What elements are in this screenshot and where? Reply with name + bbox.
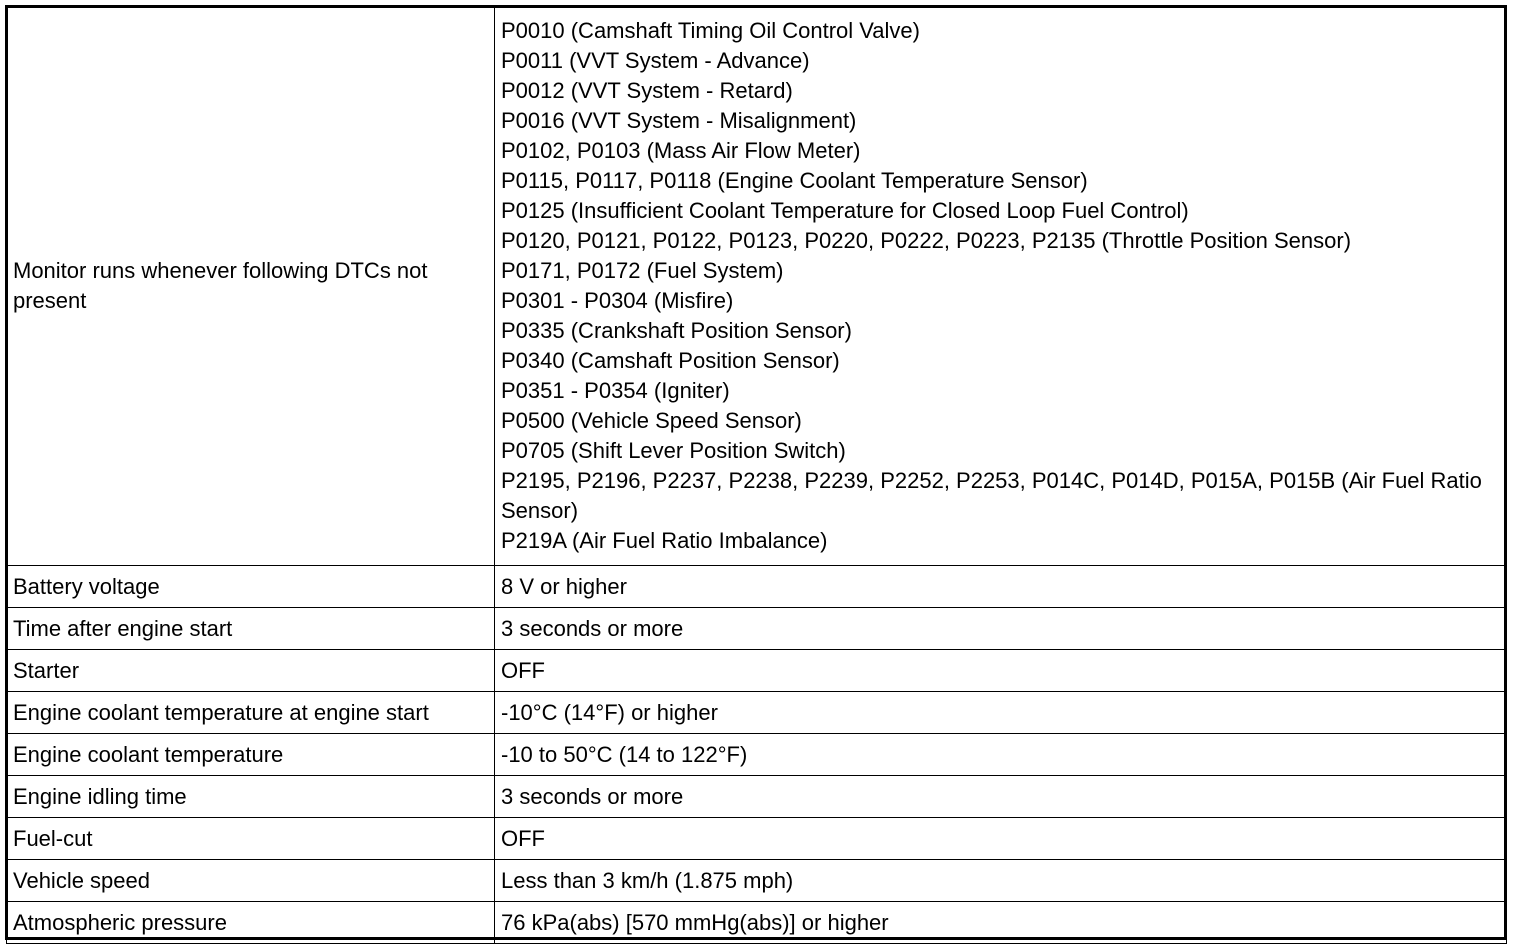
dtc-line: P0120, P0121, P0122, P0123, P0220, P0222, P0223, P2135 (Throttle Position Sensor) <box>501 228 1352 253</box>
condition-value: 3 seconds or more <box>495 776 1507 818</box>
table-row <box>7 818 1507 860</box>
dtc-line: P0340 (Camshaft Position Sensor) <box>501 348 840 373</box>
dtc-line: P0301 - P0304 (Misfire) <box>501 288 734 313</box>
dtc-line: P0010 (Camshaft Timing Oil Control Valve) <box>501 18 920 43</box>
table-row <box>7 650 1507 692</box>
condition-value: -10°C (14°F) or higher <box>495 692 1507 734</box>
table-row <box>7 692 1507 734</box>
dtc-line: P0351 - P0354 (Igniter) <box>501 378 730 403</box>
condition-label: Vehicle speed <box>7 860 495 902</box>
dtc-line: P2195, P2196, P2237, P2238, P2239, P2252, P2253, P014C, P014D, P015A, P015B (Air Fuel Ratio Sensor) <box>501 468 1482 523</box>
dtc-line: P0016 (VVT System - Misalignment) <box>501 108 857 133</box>
condition-label: Battery voltage <box>7 566 495 608</box>
condition-value: 3 seconds or more <box>495 608 1507 650</box>
condition-label: Engine idling time <box>7 776 495 818</box>
dtc-list-cell <box>495 7 1507 566</box>
condition-label: Engine coolant temperature <box>7 734 495 776</box>
dtc-line: P219A (Air Fuel Ratio Imbalance) <box>501 528 828 553</box>
condition-value: Less than 3 km/h (1.875 mph) <box>495 860 1507 902</box>
condition-label: Starter <box>7 650 495 692</box>
condition-value: 76 kPa(abs) [570 mmHg(abs)] or higher <box>495 902 1507 944</box>
monitor-conditions-table <box>6 6 1507 944</box>
condition-value: -10 to 50°C (14 to 122°F) <box>495 734 1507 776</box>
dtc-line: P0500 (Vehicle Speed Sensor) <box>501 408 802 433</box>
dtc-line: P0705 (Shift Lever Position Switch) <box>501 438 846 463</box>
dtc-line: P0011 (VVT System - Advance) <box>501 48 810 73</box>
table-row <box>7 902 1507 944</box>
condition-label: Time after engine start <box>7 608 495 650</box>
condition-label: Engine coolant temperature at engine start <box>7 692 495 734</box>
dtc-line: P0335 (Crankshaft Position Sensor) <box>501 318 852 343</box>
table-row <box>7 7 1507 566</box>
dtc-line: P0102, P0103 (Mass Air Flow Meter) <box>501 138 861 163</box>
table-row <box>7 776 1507 818</box>
dtc-line: P0125 (Insufficient Coolant Temperature for Closed Loop Fuel Control) <box>501 198 1189 223</box>
condition-value: OFF <box>495 818 1507 860</box>
table-row <box>7 608 1507 650</box>
condition-value: 8 V or higher <box>495 566 1507 608</box>
dtc-line: P0115, P0117, P0118 (Engine Coolant Temperature Sensor) <box>501 168 1088 193</box>
condition-label: Monitor runs whenever following DTCs not present <box>7 7 495 566</box>
condition-value: OFF <box>495 650 1507 692</box>
dtc-line: P0171, P0172 (Fuel System) <box>501 258 784 283</box>
table-row <box>7 566 1507 608</box>
condition-label: Atmospheric pressure <box>7 902 495 944</box>
dtc-line: P0012 (VVT System - Retard) <box>501 78 793 103</box>
condition-label: Fuel-cut <box>7 818 495 860</box>
table-row <box>7 734 1507 776</box>
table-row <box>7 860 1507 902</box>
